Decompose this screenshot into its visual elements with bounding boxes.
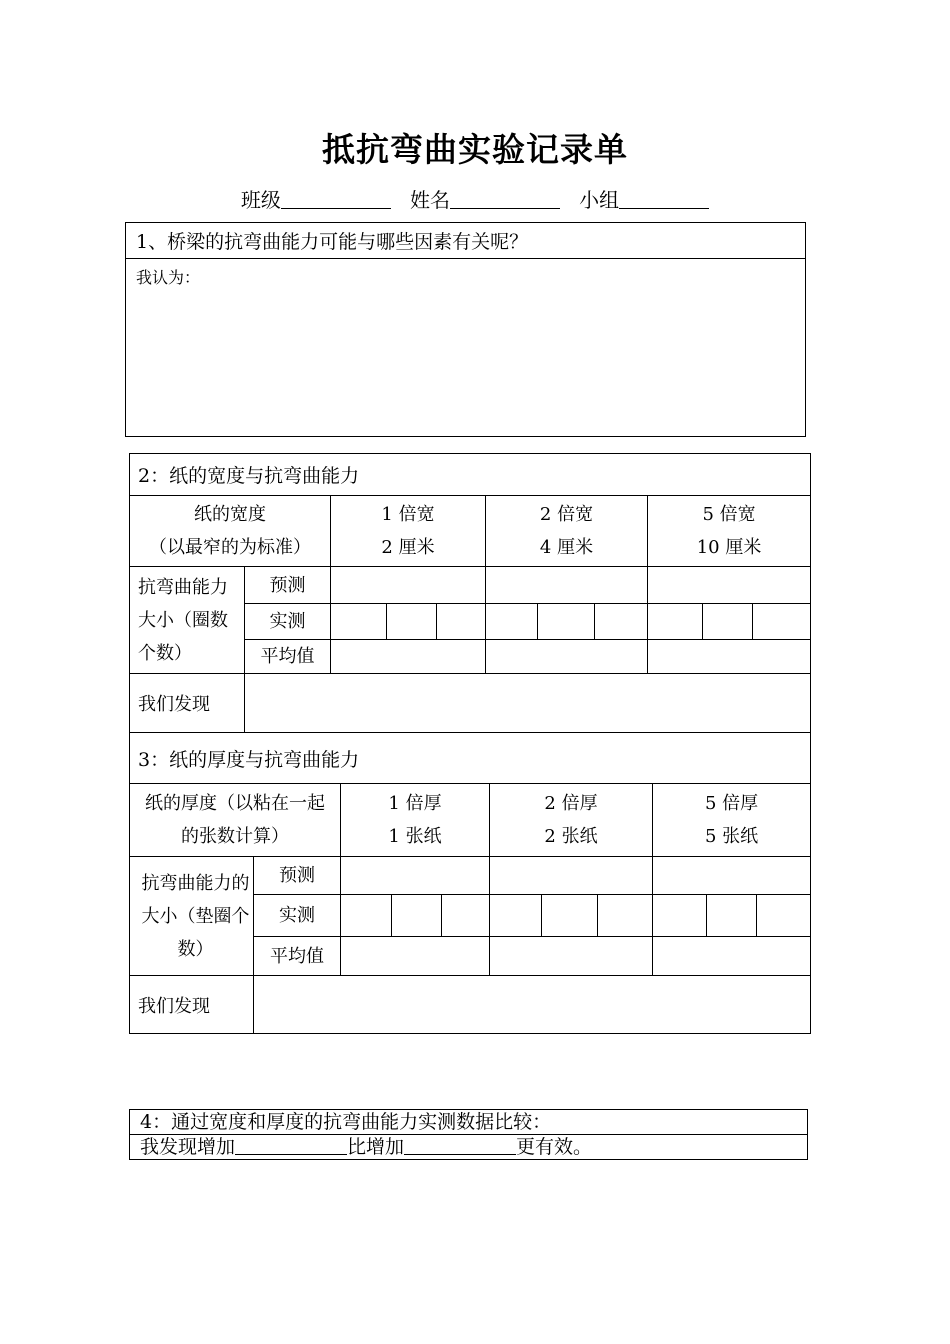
measured-cell[interactable] bbox=[542, 895, 598, 937]
group-label: 小组 bbox=[579, 188, 620, 212]
answer-label: 我认为： bbox=[136, 268, 201, 287]
measured-cell[interactable] bbox=[538, 604, 595, 640]
class-blank[interactable] bbox=[281, 188, 391, 209]
name-label: 姓名 bbox=[410, 188, 450, 212]
width-col-2: 2 倍宽 4 厘米 bbox=[486, 496, 648, 567]
thickness-col-2: 2 倍厚 2 张纸 bbox=[490, 784, 653, 857]
section2-table bbox=[129, 453, 811, 733]
thickness-row-label: 抗弯曲能力的大小（垫圈个数） bbox=[130, 857, 254, 976]
predict-cell[interactable] bbox=[653, 857, 811, 895]
section2-title: 2：纸的宽度与抗弯曲能力 bbox=[130, 454, 811, 496]
measured-cell[interactable] bbox=[437, 604, 486, 640]
width-col-1: 1 倍宽 2 厘米 bbox=[331, 496, 486, 567]
measured-cell[interactable] bbox=[753, 604, 811, 640]
measured-cell[interactable] bbox=[703, 604, 753, 640]
predict-cell[interactable] bbox=[331, 567, 486, 604]
conclusion-blank-1[interactable] bbox=[235, 1136, 347, 1155]
measured-cell[interactable] bbox=[707, 895, 757, 937]
finding-cell[interactable] bbox=[254, 976, 811, 1034]
section4-title: 4：通过宽度和厚度的抗弯曲能力实测数据比较： bbox=[130, 1110, 808, 1135]
section3-title: 3：纸的厚度与抗弯曲能力 bbox=[130, 733, 811, 784]
measured-cell[interactable] bbox=[648, 604, 703, 640]
section4-table bbox=[129, 1109, 808, 1160]
measured-cell[interactable] bbox=[757, 895, 811, 937]
measured-cell[interactable] bbox=[341, 895, 392, 937]
group-blank[interactable] bbox=[619, 188, 709, 209]
section1-table bbox=[125, 222, 806, 437]
section3-table bbox=[129, 732, 811, 1034]
student-info-line bbox=[0, 184, 950, 213]
average-cell[interactable] bbox=[331, 640, 486, 674]
predict-cell[interactable] bbox=[486, 567, 648, 604]
measured-cell[interactable] bbox=[387, 604, 437, 640]
measured-label: 实测 bbox=[245, 604, 331, 640]
thickness-header: 纸的厚度（以粘在一起 的张数计算） bbox=[130, 784, 341, 857]
page-title: 抵抗弯曲实验记录单 bbox=[322, 130, 628, 169]
average-cell[interactable] bbox=[490, 937, 653, 976]
measured-cell[interactable] bbox=[331, 604, 387, 640]
average-label: 平均值 bbox=[254, 937, 341, 976]
average-cell[interactable] bbox=[648, 640, 811, 674]
measured-cell[interactable] bbox=[392, 895, 442, 937]
class-label: 班级 bbox=[240, 188, 281, 212]
predict-label: 预测 bbox=[245, 567, 331, 604]
finding-label: 我们发现 bbox=[130, 674, 245, 733]
measured-cell[interactable] bbox=[595, 604, 648, 640]
measured-label: 实测 bbox=[254, 895, 341, 937]
predict-cell[interactable] bbox=[648, 567, 811, 604]
section1-question: 1、桥梁的抗弯曲能力可能与哪些因素有关呢？ bbox=[126, 223, 806, 259]
measured-cell[interactable] bbox=[486, 604, 538, 640]
finding-label: 我们发现 bbox=[130, 976, 254, 1034]
width-col-3: 5 倍宽 10 厘米 bbox=[648, 496, 811, 567]
width-header: 纸的宽度 （以最窄的为标准） bbox=[130, 496, 331, 567]
section4-conclusion: 我发现增加 比增加 更有效。 bbox=[130, 1135, 808, 1160]
predict-label: 预测 bbox=[254, 857, 341, 895]
thickness-col-1: 1 倍厚 1 张纸 bbox=[341, 784, 490, 857]
predict-cell[interactable] bbox=[341, 857, 490, 895]
average-cell[interactable] bbox=[486, 640, 648, 674]
measured-cell[interactable] bbox=[598, 895, 653, 937]
finding-cell[interactable] bbox=[245, 674, 811, 733]
average-cell[interactable] bbox=[341, 937, 490, 976]
predict-cell[interactable] bbox=[490, 857, 653, 895]
average-cell[interactable] bbox=[653, 937, 811, 976]
conclusion-blank-2[interactable] bbox=[404, 1136, 516, 1155]
measured-cell[interactable] bbox=[490, 895, 542, 937]
width-row-label: 抗弯曲能力大小（圈数个数） bbox=[130, 567, 245, 674]
name-blank[interactable] bbox=[450, 188, 560, 209]
thickness-col-3: 5 倍厚 5 张纸 bbox=[653, 784, 811, 857]
average-label: 平均值 bbox=[245, 640, 331, 674]
measured-cell[interactable] bbox=[653, 895, 707, 937]
measured-cell[interactable] bbox=[442, 895, 490, 937]
section1-answer-area[interactable] bbox=[126, 259, 806, 437]
